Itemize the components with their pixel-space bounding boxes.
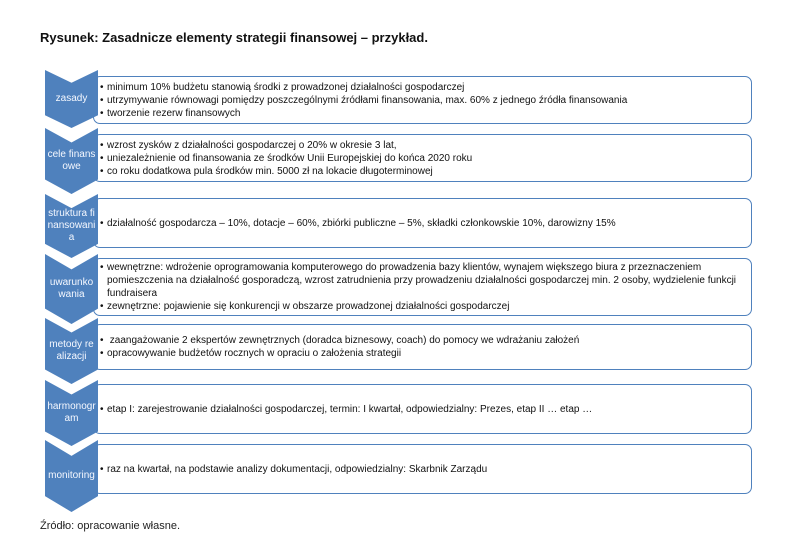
stage-bullet: • wewnętrzne: wdrożenie oprogramowania komputerowego do prowadzenia bazy klientów, wynajem większego biura z przeznaczeniem pomieszczenia na działalność gosporadczą, wzrost zatrudnienia przy prowadzeniu działalności gospodarczej min. 2 osoby, wydzielenie funkcji fundraisera xyxy=(100,261,743,300)
stage-label: harmonogram xyxy=(47,401,96,424)
stage-row xyxy=(0,254,790,324)
stage-bullet: • utrzymywanie równowagi pomiędzy poszczególnymi źródłami finansowania, max. 60% z jednego źródła finansowania xyxy=(100,94,743,107)
stage-bullet: • zewnętrzne: pojawienie się konkurencji w obszarze prowadzonej działalności gospodarczej xyxy=(100,300,743,313)
stage-details-box xyxy=(93,76,752,124)
stage-label: zasady xyxy=(55,93,88,104)
stage-row xyxy=(0,380,790,446)
stage-chevron xyxy=(45,380,98,446)
stage-chevron xyxy=(45,128,98,194)
stage-bullet: • etap I: zarejestrowanie działalności gospodarczej, termin: I kwartał, odpowiedzialny: Prezes, etap II … etap … xyxy=(100,403,743,416)
stage-row xyxy=(0,194,790,258)
stage-row xyxy=(0,440,790,512)
stage-details-box xyxy=(93,444,752,494)
stage-bullet: • zaangażowanie 2 ekspertów zewnętrznych (doradca biznesowy, coach) do pomocy we wdrażaniu założeń xyxy=(100,334,743,347)
stage-label: uwarunkowania xyxy=(49,277,94,300)
stage-row xyxy=(0,318,790,384)
stage-bullet: • minimum 10% budżetu stanowią środki z prowadzonej działalności gospodarczej xyxy=(100,81,743,94)
stage-chevron xyxy=(45,254,98,324)
stage-bullet: • działalność gospodarcza – 10%, dotacje – 60%, zbiórki publiczne – 5%, składki członkowskie 10%, darowizny 15% xyxy=(100,217,743,230)
stage-details-box xyxy=(93,384,752,434)
stage-bullet: • tworzenie rezerw finansowych xyxy=(100,107,743,120)
stage-bullet: • wzrost zysków z działalności gospodarczej o 20% w okresie 3 lat, xyxy=(100,139,743,152)
stage-chevron xyxy=(45,318,98,384)
stage-details-box xyxy=(93,324,752,370)
stage-chevron xyxy=(45,70,98,128)
stage-label: monitoring xyxy=(48,470,95,481)
stage-bullet: • raz na kwartał, na podstawie analizy dokumentacji, odpowiedzialny: Skarbnik Zarządu xyxy=(100,463,743,476)
stage-chevron xyxy=(45,194,98,258)
stage-row xyxy=(0,70,790,128)
stage-label: cele finansowe xyxy=(47,149,96,172)
stage-details-box xyxy=(93,258,752,316)
stage-bullet: • opracowywanie budżetów rocznych w opraciu o założenia strategii xyxy=(100,347,743,360)
stage-label: struktura finansowania xyxy=(47,208,96,243)
stage-details-box xyxy=(93,198,752,248)
stage-row xyxy=(0,128,790,194)
stage-chevron xyxy=(45,440,98,512)
stage-bullet: • uniezależnienie od finansowania ze środków Unii Europejskiej do końca 2020 roku xyxy=(100,152,743,165)
stage-bullet: • co roku dodatkowa pula środków min. 5000 zł na lokacie długoterminowej xyxy=(100,165,743,178)
source-note: Źródło: opracowanie własne. xyxy=(40,520,181,532)
stage-label: metody realizacji xyxy=(49,339,94,362)
stage-details-box xyxy=(93,134,752,182)
figure-title: Rysunek: Zasadnicze elementy strategii finansowej – przykład. xyxy=(40,30,428,45)
